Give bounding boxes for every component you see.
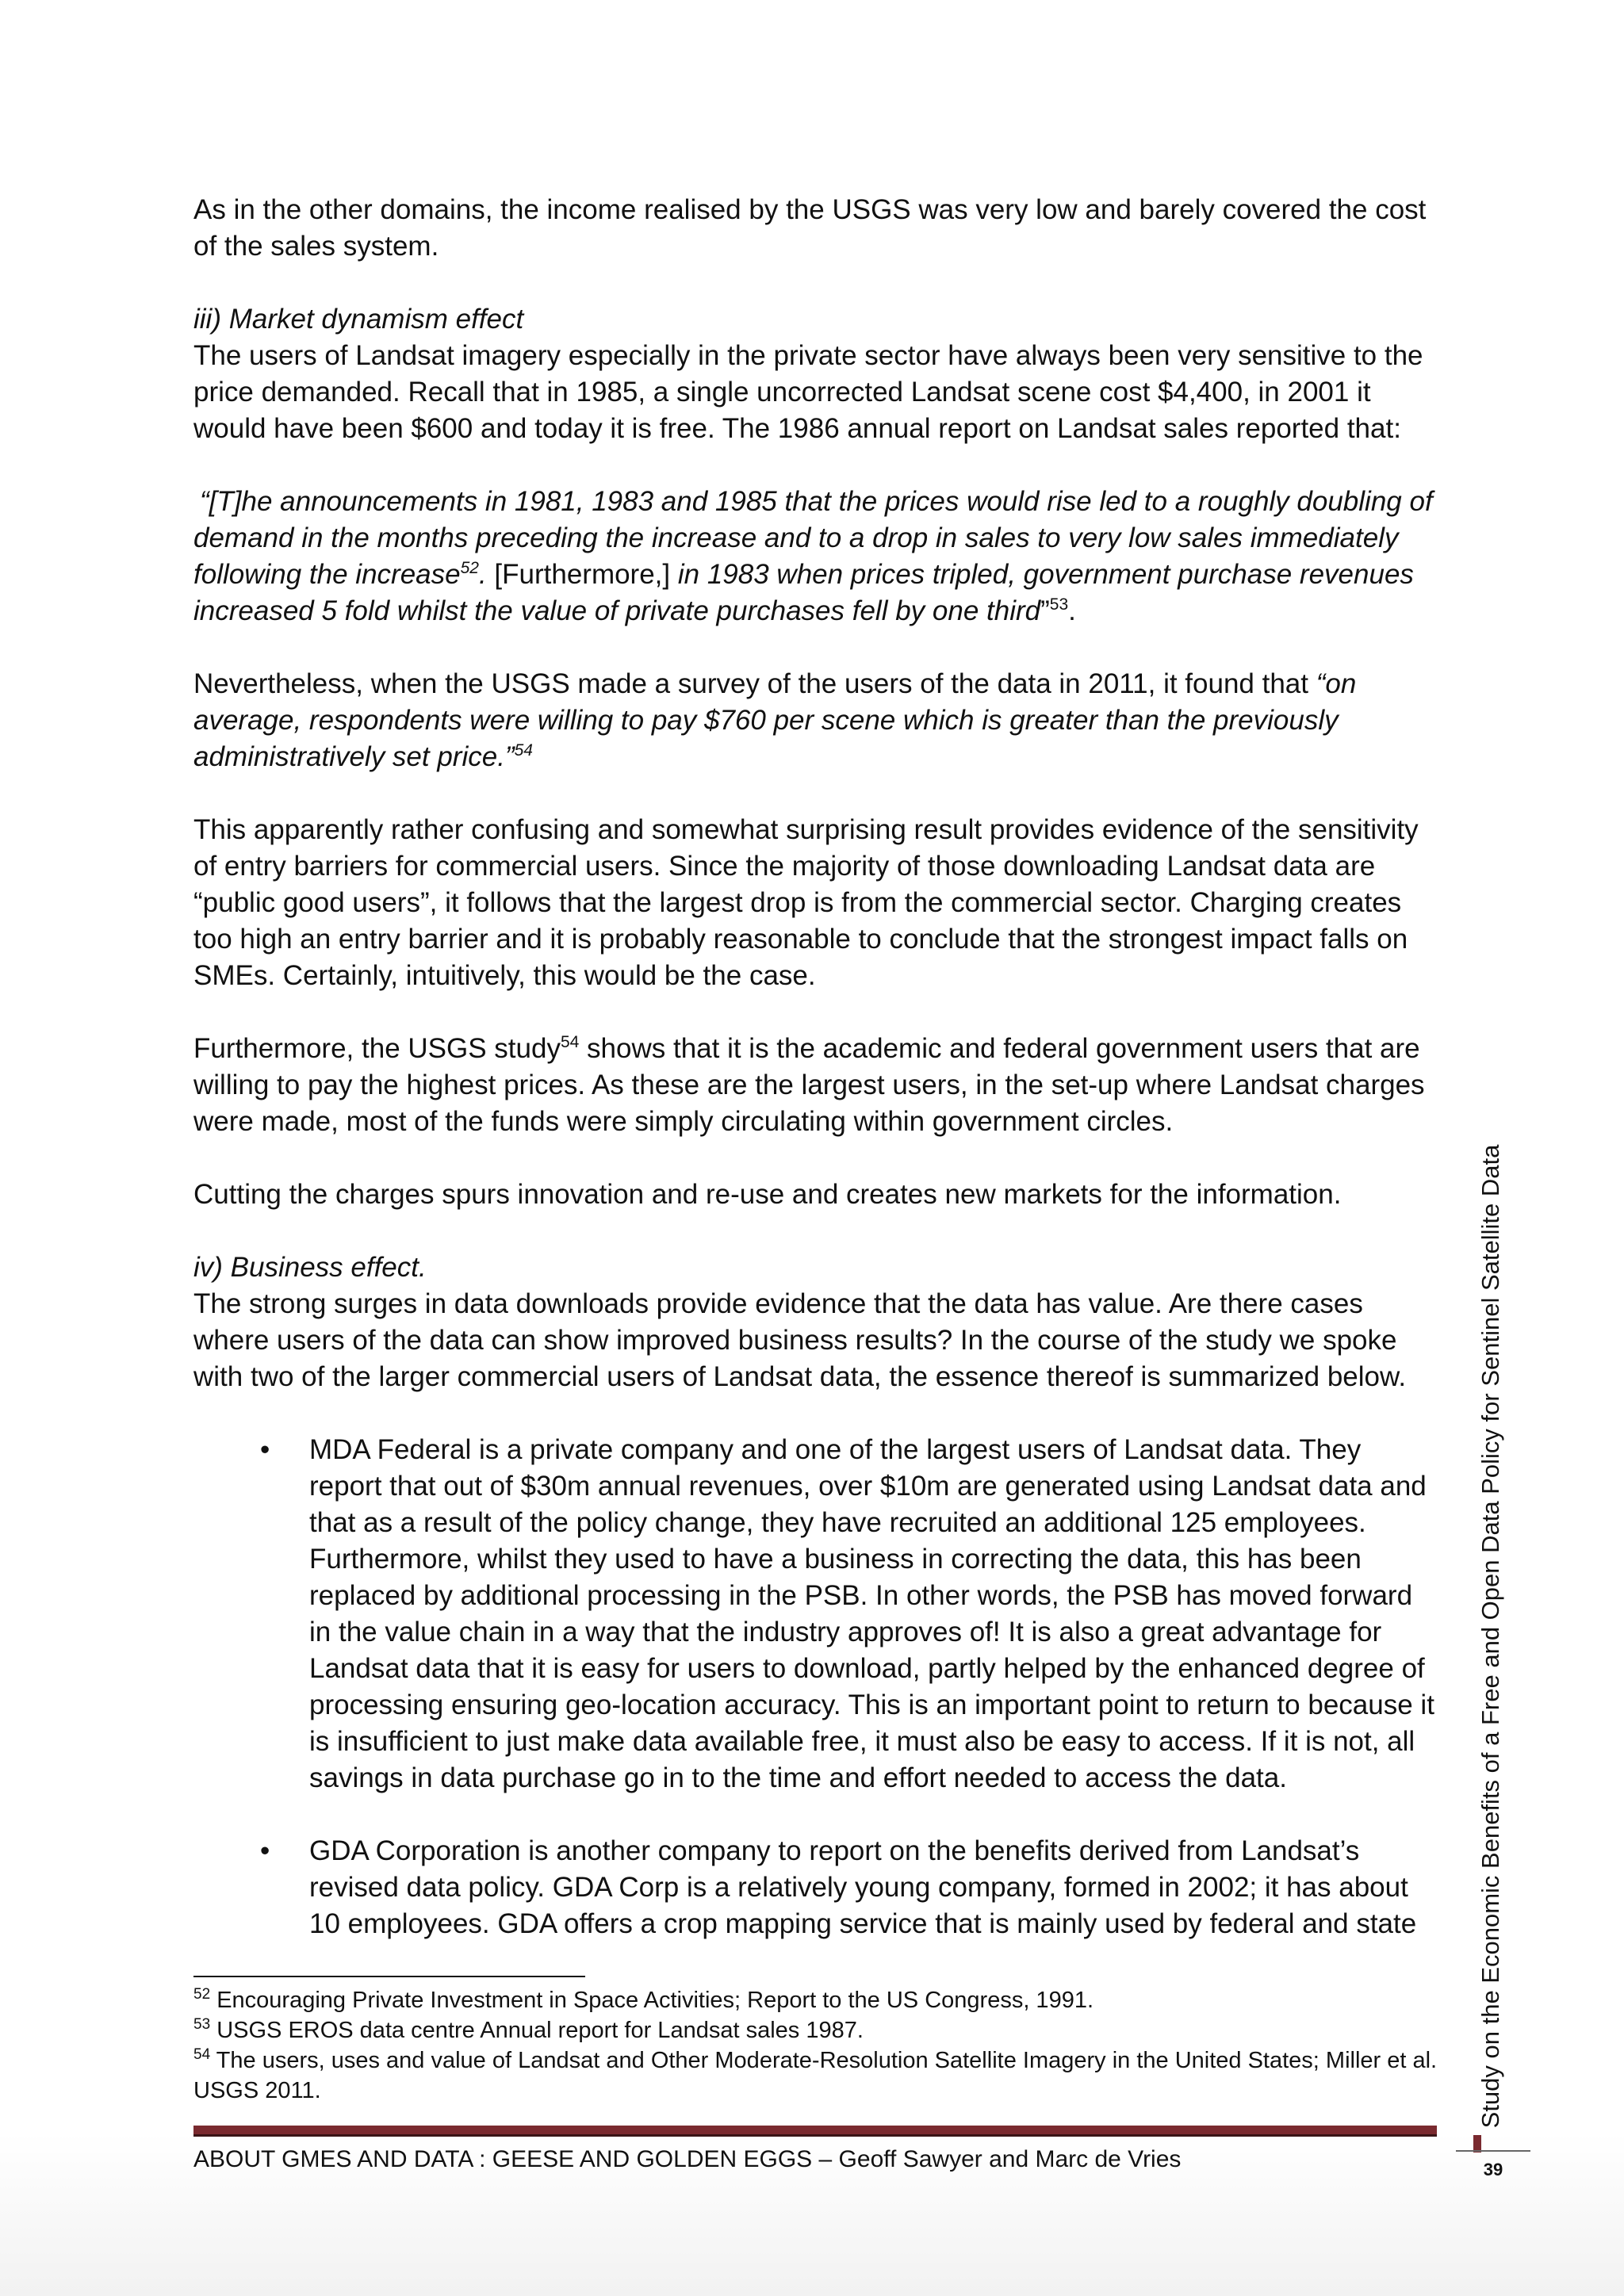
bullet-icon: • (260, 1434, 270, 1465)
quote-part-2: . (478, 559, 495, 590)
main-text (193, 192, 1438, 1942)
quote-bracket: [Furthermore,] (494, 559, 671, 590)
list-item (193, 1432, 1438, 1797)
bullet-icon: • (260, 1835, 270, 1866)
footnotes (193, 1985, 1438, 2106)
list-item-text: GDA Corporation is another company to report on the benefits derived from Landsat’s revised data policy. GDA Corp is a relatively young company, formed in 2002; it has about 10 employees. GDA offers a crop mapping service that is mainly used by federal and state (309, 1835, 1417, 1939)
footnote-54 (193, 2045, 1438, 2106)
list-item (193, 1833, 1438, 1942)
footnote-separator (193, 1976, 585, 1977)
paragraph-survey (193, 666, 1438, 775)
footnote-text: Encouraging Private Investment in Space Activities; Report to the US Congress, 1991. (210, 1988, 1094, 2013)
footnote-ref-53: 53 (1049, 595, 1069, 614)
quote-part-1: “[T]he announcements in 1981, 1983 and 1985 that the prices would rise led to a roughly doubling of demand in the months preceding the increase and to a drop in sales to very low sales immediately following the increase (193, 486, 1433, 590)
paragraph-business: The strong surges in data downloads provide evidence that the data has value. Are there cases where users of the data can show improved business results? In the course of the study we spoke with two of the larger commercial users of Landsat data, the essence thereof is summarized below. (193, 1288, 1407, 1392)
sidebar-title: Study on the Economic Benefits of a Free and Open Data Policy for Sentinel Satellite Data (1477, 1144, 1504, 2129)
paragraph-market: The users of Landsat imagery especially in the private sector have always been very sensitive to the price demanded. Recall that in 1985, a single uncorrected Landsat scene cost $4,400, in 2001 it would have been $600 and today it is free. The 1986 annual report on Landsat sales reported that: (193, 340, 1423, 444)
footer-title: ABOUT GMES AND DATA : GEESE AND GOLDEN EGGS – Geoff Sawyer and Marc de Vries (193, 2146, 1182, 2172)
survey-lead: Nevertheless, when the USGS made a survey of the users of the data in 2011, it found that (193, 668, 1316, 699)
furthermore-lead: Furthermore, the USGS study (193, 1033, 561, 1064)
list-item-text: MDA Federal is a private company and one of the largest users of Landsat data. They report that out of $30m annual revenues, over $10m are generated using Landsat data and that as a result of the policy change, they have recruited an additional 125 employees. Furthermore, whilst they used to have a business in correcting the data, this has been replaced by additional processing in the PSB. In other words, the PSB has moved forward in the value chain in a way that the industry approves of! It is also a great advantage for Landsat data that it is easy for users to download, partly helped by the enhanced degree of processing ensuring geo-location accuracy. This is an important point to return to because it is insufficient to just make data available free, it must also be easy to access. If it is not, all savings in data purchase go in to the time and effort needed to access the data. (309, 1434, 1434, 1793)
survey-quote: “on average, respondents were willing to pay $760 per scene which is greater than the previously administratively set price.” (193, 668, 1357, 772)
footnote-number: 52 (193, 1986, 211, 2003)
page-number: 39 (1483, 2160, 1503, 2179)
paragraph-intro: As in the other domains, the income realised by the USGS was very low and barely covered the cost of the sales system. (193, 194, 1427, 262)
footnote-text: The users, uses and value of Landsat and Other Moderate-Resolution Satellite Imagery in the United States; Miller et al. USGS 2011. (193, 2048, 1438, 2103)
footnote-ref-54-second: 54 (560, 1033, 580, 1051)
quote-end: . (1068, 595, 1076, 626)
paragraph-entry-barriers: This apparently rather confusing and somewhat surprising result provides evidence of the sensitivity of entry barriers for commercial users. Since the majority of those downloading Landsat data are “public good users”, it follows that the largest drop is from the commercial sector. Charging creates too high an entry barrier and it is probably reasonable to conclude that the strongest impact falls on SMEs. Certainly, intuitively, this would be the case. (193, 814, 1419, 991)
footnote-text: USGS EROS data centre Annual report for Landsat sales 1987. (210, 2018, 864, 2043)
page-number-rule (1456, 2150, 1530, 2152)
footnote-ref-52: 52 (460, 559, 479, 577)
quote-part-3: in 1983 when prices tripled, government purchase revenues increased 5 fold whilst the value of private purchases fell by one third (193, 559, 1414, 626)
furthermore-rest: shows that it is the academic and federal government users that are willing to pay the highest prices. As these are the largest users, in the set-up where Landsat charges were made, most of the funds were simply circulating within government circles. (193, 1033, 1425, 1137)
sidebar-title-wrap (1465, 1135, 1516, 2137)
heading-business-effect: iv) Business effect. (193, 1252, 427, 1283)
footnote-number: 54 (193, 2046, 211, 2063)
company-list (193, 1432, 1438, 1942)
footnote-ref-54: 54 (514, 741, 533, 760)
footnote-number: 53 (193, 2016, 211, 2033)
quote-close: ” (1040, 595, 1050, 626)
heading-market-dynamism: iii) Market dynamism effect (193, 304, 524, 335)
footnote-52 (193, 1985, 1438, 2015)
footer-rule (193, 2126, 1437, 2137)
paragraph-cutting-charges: Cutting the charges spurs innovation and re-use and creates new markets for the information. (193, 1179, 1342, 1210)
quote-block (193, 484, 1438, 629)
footnote-53 (193, 2015, 1438, 2045)
paragraph-furthermore (193, 1031, 1438, 1140)
